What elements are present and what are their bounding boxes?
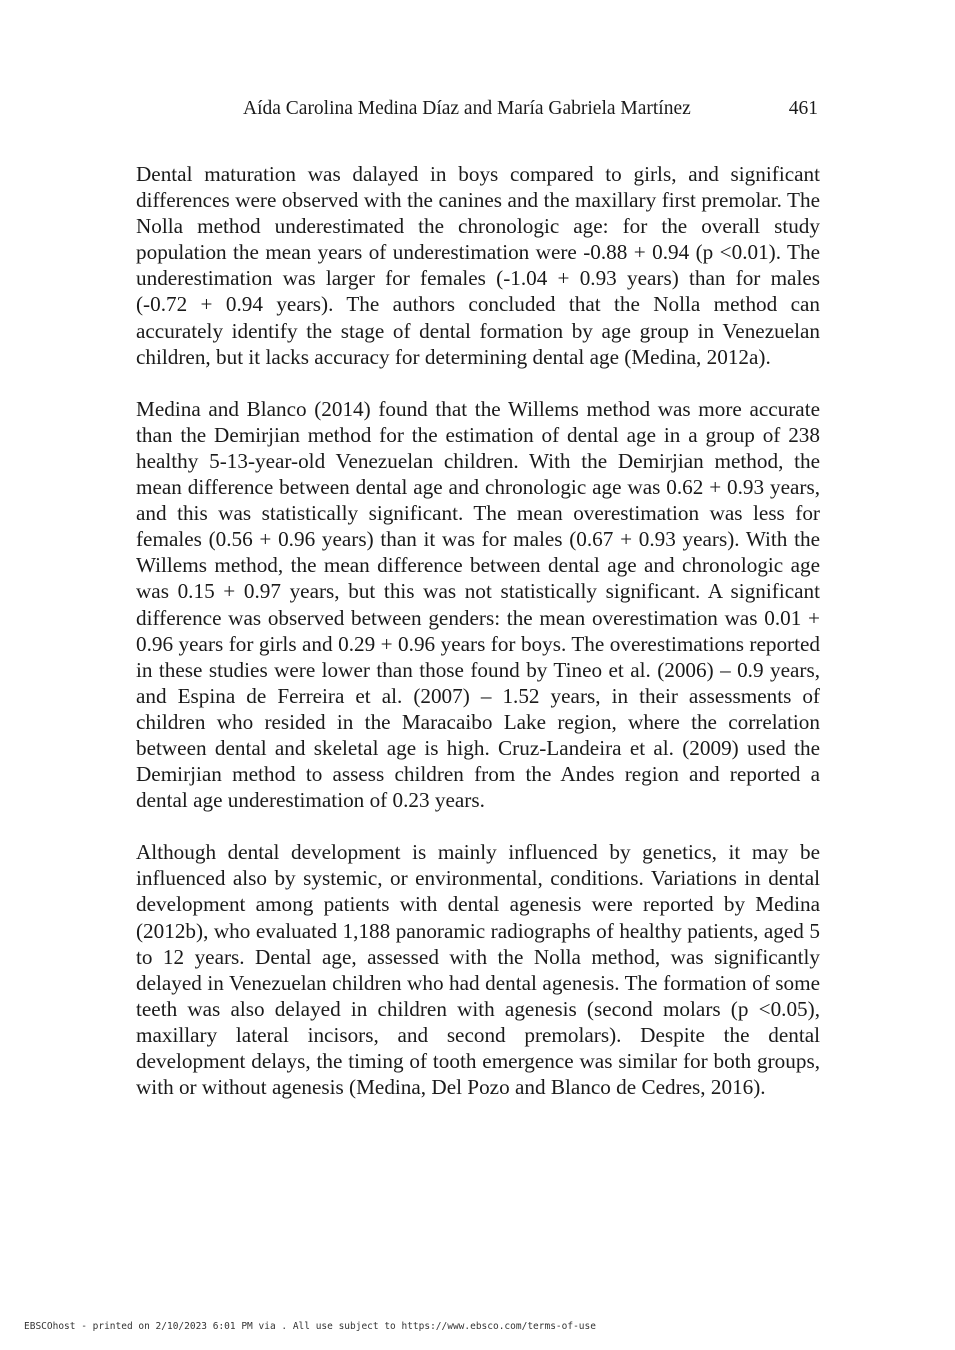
paragraph-dental-maturation: Dental maturation was dalayed in boys compared to girls, and significant differences were observed with the canines and the maxillary first premolar. The Nolla method underestimated the chronologic age: for the overall study population the mean years of underestimation were -0.88 + 0.94 (p <0.01). The underestimation was larger for females (-1.04 + 0.93 years) than for males (-0.72 + 0.94 years). The authors concluded that the Nolla method can accurately identify the stage of dental formation by age group in Venezuelan children, but it lacks accuracy for determining dental age (Medina, 2012a). — [136, 162, 820, 369]
page-number: 461 — [788, 98, 818, 119]
paragraph-willems-demirjian: Medina and Blanco (2014) found that the Willems method was more accurate than the Demirjian method for the estimation of dental age in a group of 238 healthy 5-13-year-old Venezuelan children. With the Demirjian method, the mean difference between dental age and chronologic age was 0.62 + 0.93 years, and this was statistically significant. The mean overestimation was less for females (0.56 + 0.96 years) than it was for males (0.67 + 0.93 years). With the Willems method, the mean difference between dental age and chronologic age was 0.15 + 0.97 years, but this was not statistically significant. A significant difference was observed between genders: the mean overestimation was 0.01 + 0.96 years for girls and 0.29 + 0.96 years for boys. The overestimations reported in these studies were lower than those found by Tineo et al. (2006) – 0.9 years, and Espina de Ferreira et al. (2007) – 1.52 years, in their assessments of children who resided in the Maracaibo Lake region, where the correlation between dental and skeletal age is high. Cruz-Landeira et al. (2009) used the Demirjian method to assess children from the Andes region and reported a dental age underestimation of 0.23 years. — [136, 396, 820, 813]
running-head-authors: Aída Carolina Medina Díaz and María Gabriela Martínez — [243, 98, 691, 119]
ebsco-print-notice: EBSCOhost - printed on 2/10/2023 6:01 PM via . All use subject to https://www.ebsco.com/terms-of-use — [24, 1321, 596, 1332]
body-text — [136, 161, 820, 1126]
paragraph-dental-agenesis: Although dental development is mainly influenced by genetics, it may be influenced also by systemic, or environmental, conditions. Variations in dental development among patients with dental agenesis were reported by Medina (2012b), who evaluated 1,188 panoramic radiographs of healthy patients, aged 5 to 12 years. Dental age, assessed with the Nolla method, was significantly delayed in Venezuelan children who had dental agenesis. The formation of some teeth was also delayed in children with agenesis (second molars (p <0.05), maxillary lateral incisors, and second premolars). Despite the dental development delays, the timing of tooth emergence was similar for both groups, with or without agenesis (Medina, Del Pozo and Blanco de Cedres, 2016). — [136, 840, 820, 1100]
running-head — [136, 96, 820, 122]
